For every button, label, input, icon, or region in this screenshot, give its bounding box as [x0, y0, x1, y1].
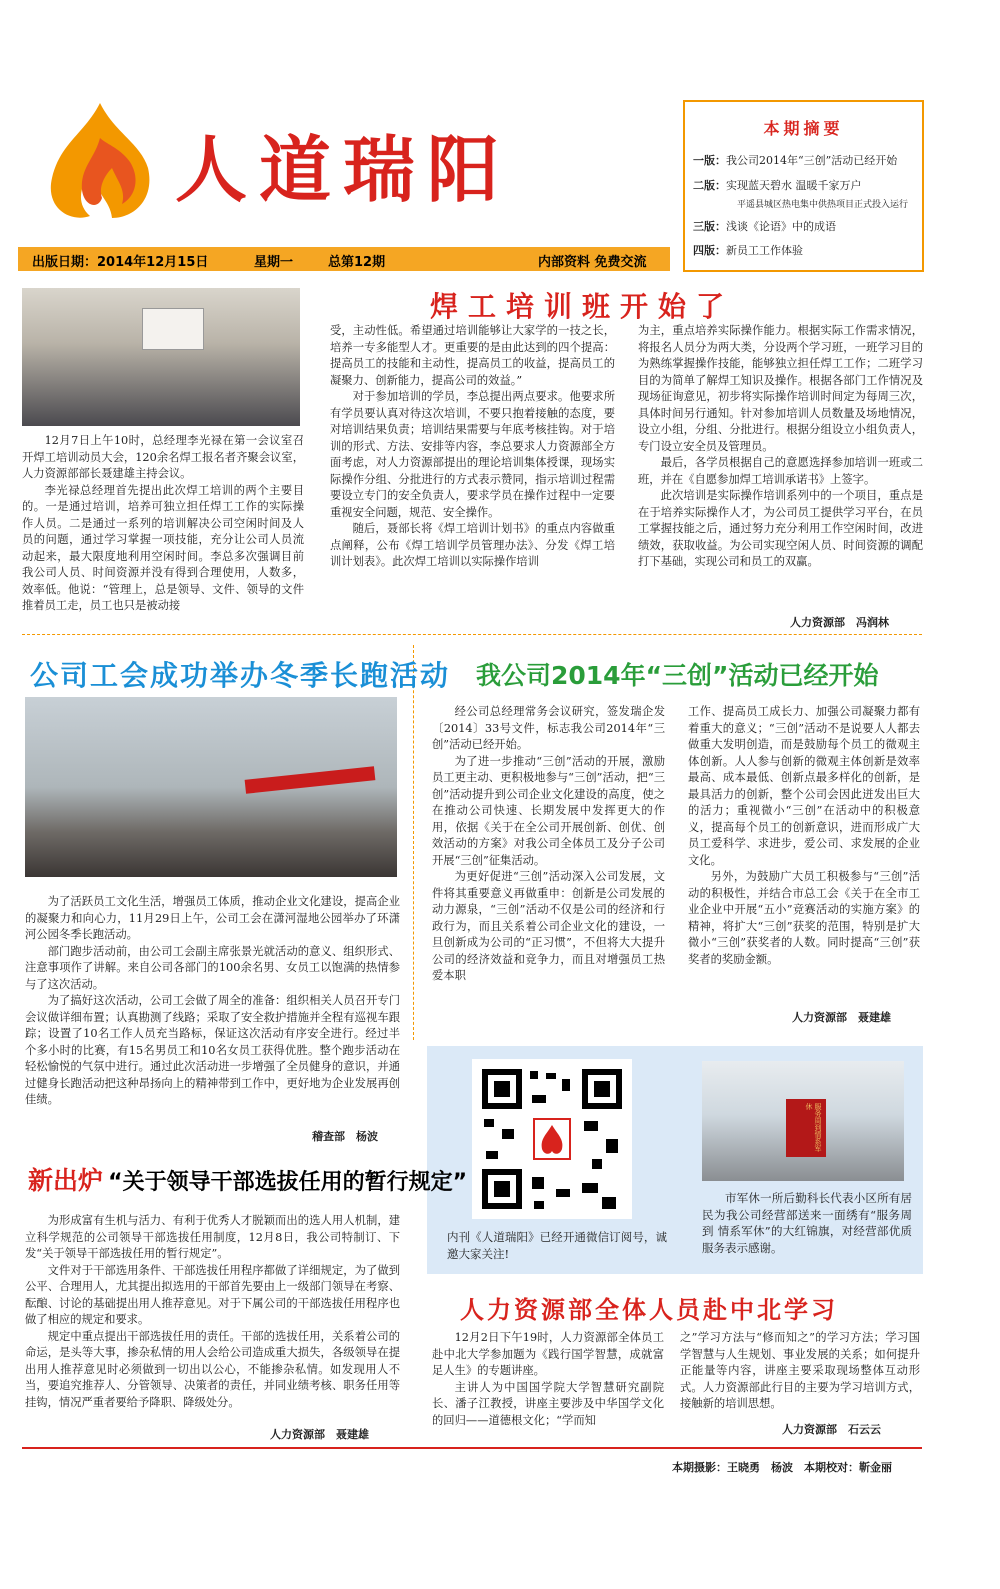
- title-prefix-new: 新出炉: [28, 1166, 104, 1195]
- article-winter-run-signature: 稽查部 杨波: [312, 1130, 378, 1143]
- winter-run-photo: [25, 697, 397, 877]
- article-three-innovations-col1: 经公司总经理常务会议研究，签发瑞企发〔2014〕33号文件，标志我公司2014年“三创”活动已经开始。 为了进一步推动“三创”活动的开展，激励员工更主动、更积极地参与“三创”活动，把“三创”活动提升到公司企业文化建设的高度，使之在推动公司快速、长期发展中发挥更大的作用，依据《关于在全公司开展创新、创优、创效活动的方案》对我公司全体员工及分子公司开展“三创”征集活动。 为更好促进“三创”活动深入公司发展，文件将其重要意义再做重申：创新是公司发展的动力源泉，“三创”活动不仅是公司的经济和行政行为，而且关系着公司企业文化的建设，一旦创新成为公司的“正习惯”，不但将大大提升公司的经济效益和竞争力，而且对增强员工热爱本职: [432, 705, 665, 982]
- article-welding-col3: 为主，重点培养实际操作能力。根据实际工作需求情况，将报名人员分为两大类，分设两个学习班，一班学习目的为熟练掌握操作技能，能够独立担任焊工工作；二班学习目的为简单了解焊工知识及操作。根据各部门工作情况及现场征询意见，初步将实际操作培训时间定为每周三次，具体时间另行通知。针对参加培训人员数量及场地情况，设立小组，分组、分批进行。根据分组设立小组负责人，专门设立安全员及管理员。 最后，各学员根据自己的意愿选择参加培训一班或二班，并在《自愿参加焊工培训承诺书》上签字。 此次培训是实际操作培训系列中的一个项目，重点是在于培养实际操作人才，为公司员工提供学习平台，在员工掌握技能之后，通过努力充分利用工作空闲时间，改进绩效，获取收益。为公司实现空闲人员、时间资源的调配打下基础，实现公司和员工的双赢。: [638, 324, 923, 568]
- summary-item[interactable]: 二版：实现蓝天碧水 温暖千家万户: [693, 179, 862, 192]
- article-three-innovations-signature: 人力资源部 聂建雄: [792, 1011, 891, 1024]
- article-hr-study-signature: 人力资源部 石云云: [782, 1423, 881, 1436]
- article-three-innovations-col2: 工作、提高员工成长力、加强公司凝聚力都有着重大的意义；“三创”活动不是说要人人都去做重大发明创造，而是鼓励每个员工的微观主体创新。人人参与创新的微观主体创新是效率最高、成本最低、创新点最多样化的创新，是最具活力的创新，整个公司会因此迸发出巨大的活力；重视微小“三创”在活动中的积极意义，提高每个员工的创新意识，进而形成广大员工爱科学、求进步，爱公司、求发展的企业文化。 另外，为鼓励广大员工积极参与“三创”活动的积极性，并结合市总工会《关于在全市工业企业中开展“五小”竞赛活动的实施方案》的精神，将扩大“三创”获奖的范围，特别是扩大微小“三创”获奖者的人数。同时提高“三创”获奖者的奖励金额。: [688, 705, 920, 966]
- qr-code-icon: [472, 1059, 632, 1219]
- article-regulation-signature: 人力资源部 聂建雄: [270, 1428, 369, 1441]
- pennant-caption: 市军休一所后勤科长代表小区所有居民为我公司经营部送来一面绣有“服务周到 情系军休”的大红锦旗，对经营部优质服务表示感谢。: [702, 1191, 912, 1255]
- masthead-title: 人道瑞阳: [175, 128, 512, 212]
- summary-subitem: 平遥县城区热电集中供热项目正式投入运行: [737, 200, 909, 210]
- divider: [22, 634, 922, 635]
- article-welding-signature: 人力资源部 冯润林: [790, 616, 889, 629]
- footer-credits: 本期摄影：王晓勇 杨波 本期校对：靳金丽: [672, 1461, 892, 1474]
- whiteboard: [142, 308, 204, 350]
- divider: [413, 645, 414, 1040]
- distribution-note: 内部资料 免费交流: [538, 255, 647, 270]
- pennant-photo: [702, 1061, 904, 1181]
- article-title-welding: 焊工培训班开始了: [430, 290, 735, 323]
- wechat-caption: 内刊《人道瑞阳》已经开通微信订阅号，诚邀大家关注!: [447, 1230, 667, 1261]
- training-photo: [22, 288, 300, 426]
- title-regulation: “关于领导干部选拔任用的暂行规定”: [108, 1170, 468, 1195]
- article-welding-col1: 12月7日上午10时，总经理李光禄在第一会议室召开焊工培训动员大会，120余名焊工报名者齐聚会议室，人力资源部部长聂建雄主持会议。 李光禄总经理首先提出此次焊工培训的两个主要目的。一是通过培训，培养可独立担任焊工工作的实际操作人员。二是通过一系列的培训解决公司空闲时间及人员的问题，通过学习掌握一项技能，充分让公司人员流动起来，最大限度地利用空闲时间。李总多次强调目前我公司人员、时间资源并没有得到合理使用，人数多，效率低。他说：“管理上，总是领导、文件、领导的文件推着员工走，员工也只是被动接: [22, 434, 304, 612]
- pennant-text: 服务周到情系军休: [805, 1103, 822, 1152]
- banner: [245, 766, 376, 794]
- wechat-promo-box: [427, 1046, 923, 1274]
- article-title-three-innovations: 我公司2014年“三创”活动已经开始: [476, 661, 879, 690]
- summary-title: 本期摘要: [763, 119, 844, 138]
- publish-date: 出版日期：2014年12月15日: [32, 255, 209, 270]
- article-title-winter-run: 公司工会成功举办冬季长跑活动: [30, 659, 451, 692]
- flame-logo-icon: [40, 98, 160, 228]
- wechat-qr-code[interactable]: [472, 1059, 632, 1219]
- article-regulation-body: 为形成富有生机与活力、有利于优秀人才脱颖而出的选人用人机制，建立科学规范的公司领导干部选拔任用制度，12月8日，我公司特制订、下发“关于领导干部选拔任用的暂行规定”。 文件对于干部选用条件、干部选拔任用程序都做了详细规定，为了做到公平、合理用人，尤其提出拟选用的干部首先要由上一级部门领导在考察、酝酿、讨论的基础提出用人推荐意见。对于下属公司的干部选拔任用程序也做了相应的规定和要求。 规定中重点提出干部选拔任用的责任。干部的选拔任用，关系着公司的命运，是头等大事，掺杂私情的用人会给公司造成重大损失，各级领导在提出用人推荐意见时必须做到一切出以公心，不能掺杂私情。如发现用人不当，要追究推荐人、分管领导、决策者的责任，并同业绩考核、职务任用等挂钩，情况严重者要给予降职、降级处分。: [25, 1214, 400, 1409]
- issue-summary-box: [683, 100, 924, 272]
- footer-rule: [22, 1447, 922, 1449]
- summary-item[interactable]: 三版：浅谈《论语》中的成语: [693, 220, 836, 233]
- issue-number: 总第12期: [328, 255, 386, 270]
- issue-info-bar: [18, 247, 670, 271]
- article-winter-run-body: 为了活跃员工文化生活，增强员工体质，推动企业文化建设，提高企业的凝聚力和向心力，11月29日上午，公司工会在潇河湿地公园举办了环潇河公园冬季长跑活动。 部门跑步活动前，由公司工会副主席张景光就活动的意义、组织形式、注意事项作了讲解。来自公司各部门的100余名男、女员工以饱满的热情参与了这次活动。 为了搞好这次活动，公司工会做了周全的准备：组织相关人员召开专门会议做详细布置；认真勘测了线路；采取了安全救护措施并全程有巡视车跟踪；设置了10名工作人员充当路标，保证这次活动有序安全进行。经过半个多小时的比赛，有15名男员工和10名女员工获得优胜。整个跑步活动在轻松愉悦的气氛中进行。通过此次活动进一步增强了全员健身的意识，并通过健身长跑活动把这种昂扬向上的精神带到工作中，更好地为企业发展再创佳绩。: [25, 895, 400, 1106]
- summary-item[interactable]: 一版：我公司2014年“三创”活动已经开始: [693, 154, 898, 167]
- summary-item[interactable]: 四版：新员工工作体验: [693, 244, 803, 257]
- pennant: [786, 1099, 826, 1157]
- article-hr-study-col1: 12月2日下午19时，人力资源部全体员工赴中北大学参加题为《践行国学智慧，成就富足人生》的专题讲座。 主讲人为中国国学院大学智慧研究副院长、潘子江教授，讲座主要涉及中华国学文化的回归——道德根文化；“学而知: [432, 1331, 664, 1427]
- article-welding-col2: 受，主动性低。希望通过培训能够让大家学的一技之长，培养一专多能型人才。更重要的是由此达到的四个提高：提高员工的技能和主动性，提高员工的收益，提高员工的凝聚力、创新能力，提高公司的效益。” 对于参加培训的学员，李总提出两点要求。他要求所有学员要认真对待这次培训，不要只抱着接触的态度，要对培训结果负责；培训结果需要与年底考核挂钩。对于培训的形式、方法、安排等内容，李总要求人力资源部全方面考虑，对人力资源部提出的理论培训集体授课，现场实际操作分组、分批进行的方式表示赞同，指示培训过程需要设立专门的安全负责人，要求学员在操作过程中一定要重视安全问题，规范、安全操作。 随后，聂部长将《焊工培训计划书》的重点内容做重点阐释，公布《焊工培训学员管理办法》、分发《焊工培训计划表》。此次焊工培训以实际操作培训: [330, 324, 615, 568]
- article-hr-study-col2: 之”学习方法与“修而知之”的学习方法；学习国学智慧与人生规划、事业发展的关系；如何提升正能量等内容，讲座主要采取现场整体互动形式。人力资源部此行目的主要为学习培训方式，接触新的培训思想。: [680, 1331, 920, 1410]
- weekday: 星期一: [254, 255, 294, 270]
- article-title-regulation: [28, 1161, 467, 1197]
- article-title-hr-study: 人力资源部全体人员赴中北学习: [460, 1296, 838, 1324]
